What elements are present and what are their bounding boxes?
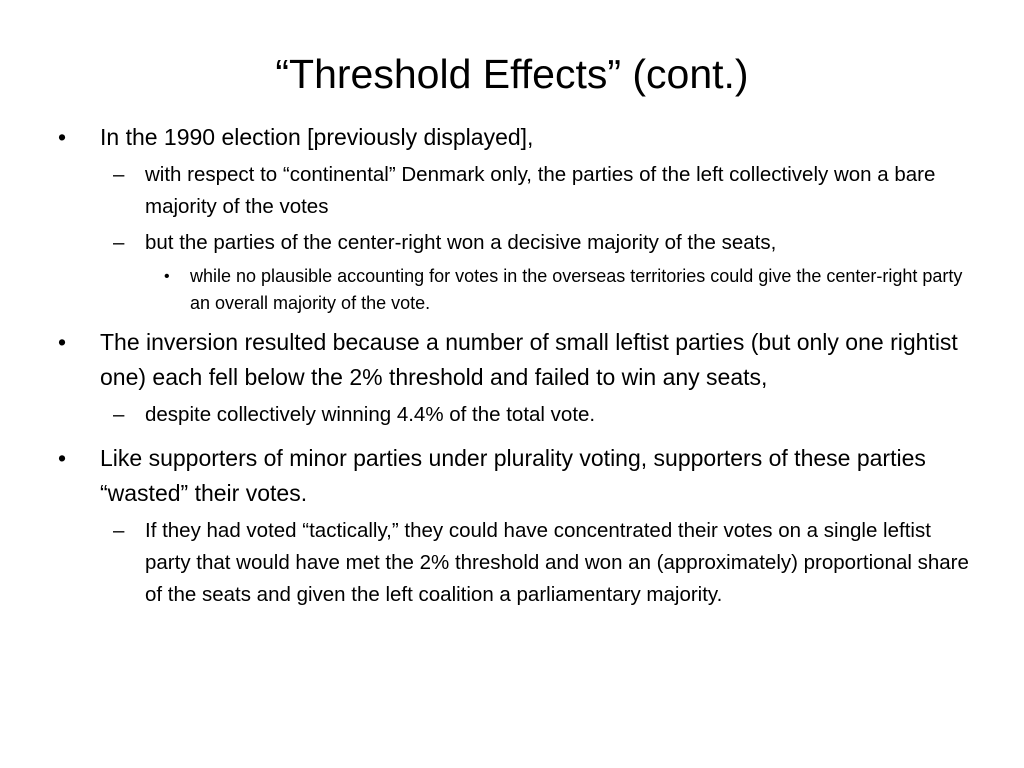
- bullet-item-inversion: [56, 325, 976, 395]
- dash-marker: –: [113, 163, 125, 186]
- sub-bullet-text: with respect to “continental” Denmark only, the parties of the left collectively won a bare majority of the votes: [145, 163, 936, 218]
- bullet-text: Like supporters of minor parties under plurality voting, supporters of these parties “wasted” their votes.: [100, 445, 926, 506]
- dash-marker: –: [113, 403, 125, 426]
- bullet-text: The inversion resulted because a number of small leftist parties (but only one rightist one) each fell below the 2% threshold and failed to win any seats,: [100, 329, 958, 390]
- bullet-marker: •: [58, 445, 67, 471]
- dash-marker: –: [113, 519, 125, 542]
- bullet-item-wasted-votes: [56, 441, 976, 511]
- bullet-marker: •: [164, 268, 170, 285]
- bullet-marker: •: [58, 124, 67, 150]
- sub-bullet-text: If they had voted “tactically,” they could have concentrated their votes on a single leftist party that would have met the 2% threshold and won an (approximately) proportional share of the seats and given the left coalition a parliamentary majority.: [145, 519, 969, 606]
- sub-bullet-text: but the parties of the center-right won a decisive majority of the seats,: [145, 231, 777, 254]
- sub-bullet-item-center-right-seats: [56, 227, 976, 259]
- slide-body: [56, 120, 976, 611]
- sub-bullet-text: despite collectively winning 4.4% of the total vote.: [145, 403, 596, 426]
- bullet-marker: •: [58, 329, 67, 355]
- slide-title: “Threshold Effects” (cont.): [275, 51, 749, 97]
- bullet-item-1990-election: [56, 120, 976, 155]
- sub-bullet-item-total-vote: [56, 399, 976, 431]
- sub-sub-bullet-text: while no plausible accounting for votes in the overseas territories could give the center-right party an overall majority of the vote.: [190, 266, 963, 313]
- sub-sub-bullet-item-overseas-territories: [56, 263, 976, 317]
- dash-marker: –: [113, 231, 125, 254]
- sub-bullet-item-continental-denmark: [56, 159, 976, 223]
- sub-bullet-item-tactical-voting: [56, 515, 976, 611]
- bullet-text: In the 1990 election [previously displayed],: [100, 124, 534, 150]
